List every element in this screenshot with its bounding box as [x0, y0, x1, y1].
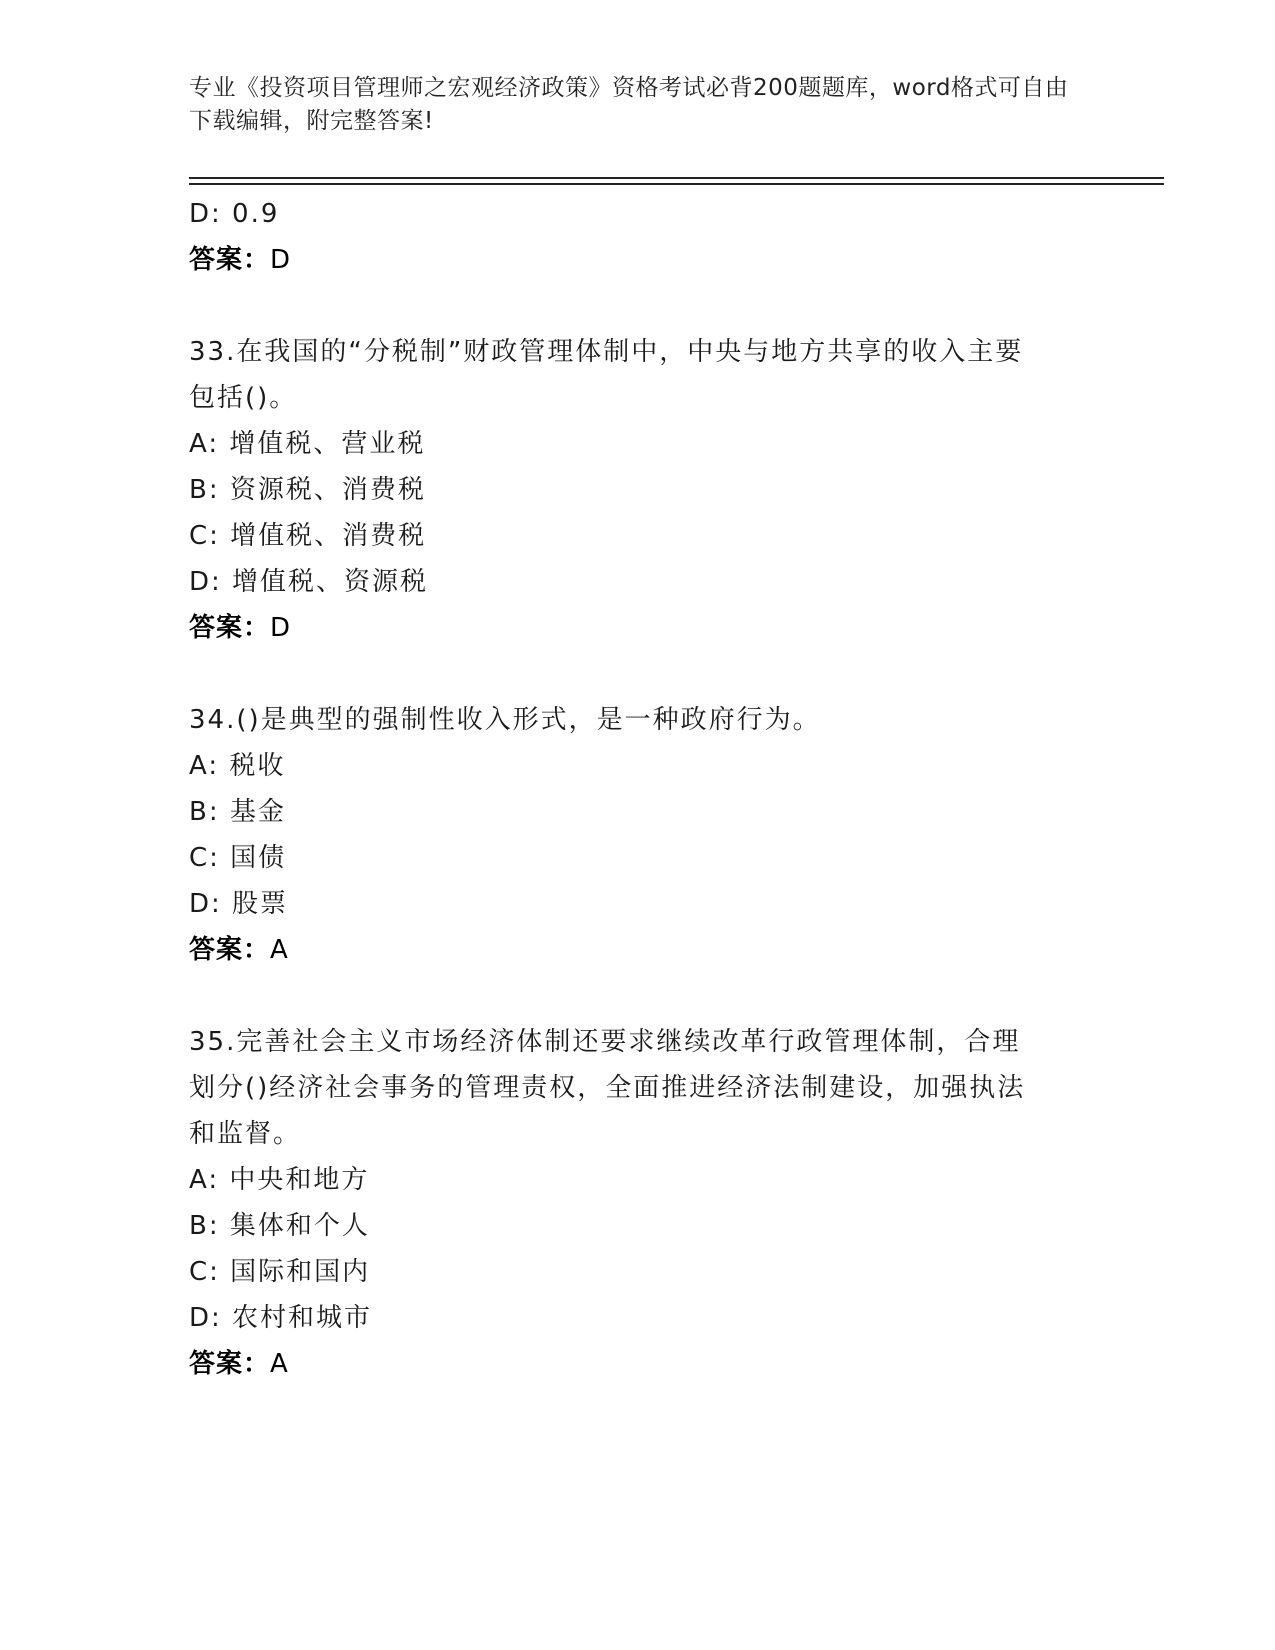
- question-34: [189, 697, 1089, 973]
- spacer: [189, 651, 1089, 697]
- option-b: B: 集体和个人: [189, 1211, 370, 1241]
- option-a: A: 中央和地方: [189, 1165, 370, 1195]
- answer-label: 答案：: [189, 1349, 271, 1379]
- question-text: 34.()是典型的强制性收入形式，是一种政府行为。: [189, 705, 821, 735]
- answer: [189, 927, 1089, 973]
- spacer: [189, 283, 1089, 329]
- option-c: C: 国际和国内: [189, 1257, 371, 1287]
- answer-label: 答案：: [189, 935, 271, 965]
- document-header-title: 专业《投资项目管理师之宏观经济政策》资格考试必背200题题库，word格式可自由下载编辑，附完整答案!: [189, 75, 1069, 134]
- answer: [189, 1341, 1089, 1387]
- option-c: C: 国债: [189, 843, 287, 873]
- spacer: [189, 973, 1089, 1019]
- option-b: B: 资源税、消费税: [189, 475, 426, 505]
- option-d: D: 增值税、资源税: [189, 567, 429, 597]
- answer-value: D: [270, 613, 292, 643]
- header-divider-top: [189, 177, 1164, 179]
- answer-value: A: [270, 935, 289, 965]
- answer: [189, 605, 1089, 651]
- prev-answer: [189, 237, 1089, 283]
- question-35: [189, 1019, 1089, 1387]
- option-a: A: 税收: [189, 751, 286, 781]
- question-text: 33.在我国的“分税制”财政管理体制中，中央与地方共享的收入主要包括()。: [189, 337, 1024, 413]
- answer-label: 答案：: [189, 613, 271, 643]
- header-divider-bottom: [189, 183, 1164, 185]
- prev-option-d: D: 0.9: [189, 199, 280, 229]
- option-b: B: 基金: [189, 797, 286, 827]
- option-c: C: 增值税、消费税: [189, 521, 427, 551]
- option-a: A: 增值税、营业税: [189, 429, 426, 459]
- answer-label: 答案：: [189, 245, 271, 275]
- answer-value: D: [270, 245, 292, 275]
- question-text: 35.完善社会主义市场经济体制还要求继续改革行政管理体制，合理划分()经济社会事务的管理责权，全面推进经济法制建设，加强执法和监督。: [189, 1027, 1026, 1149]
- question-33: [189, 329, 1089, 651]
- answer-value: A: [270, 1349, 289, 1379]
- document-body: [189, 191, 1089, 1387]
- option-d: D: 农村和城市: [189, 1303, 373, 1333]
- option-d: D: 股票: [189, 889, 289, 919]
